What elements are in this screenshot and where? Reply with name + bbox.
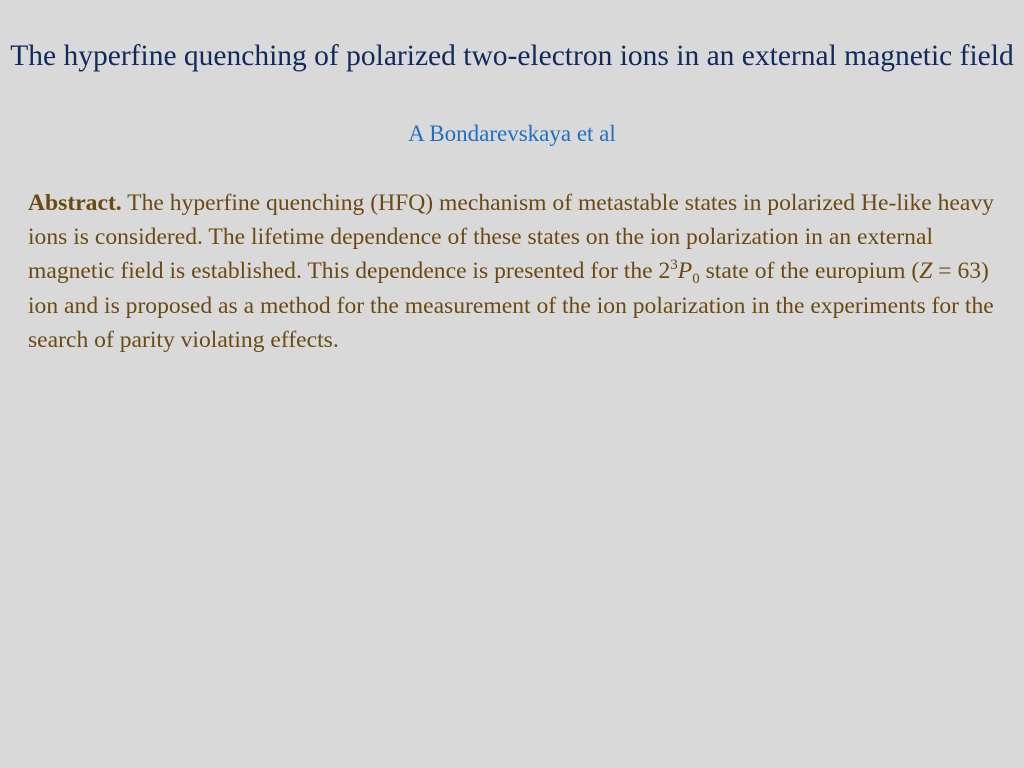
authors-line: A Bondarevskaya et al (408, 121, 616, 146)
z-symbol: Z (919, 258, 933, 285)
term-superscript: 3 (670, 257, 678, 274)
term-symbol: P (677, 258, 693, 285)
slide-title: The hyperfine quenching of polarized two-electron ions in an external magnetic field (10, 40, 1014, 72)
term-subscript: 0 (692, 271, 700, 288)
abstract-paragraph (28, 186, 1003, 357)
abstract-text-part3: ion and is proposed as a method for the measurement of the ion polarization in the experiments for the search of parity violating effects. (28, 292, 994, 353)
abstract-text-part2: state of the europium ( (699, 258, 920, 285)
abstract-text-part1: The hyperfine quenching (HFQ) mechanism of metastable states in polarized He-like heavy ions is considered. The lifetime dependence of these states on the ion polarization in an external magnetic field is established. This dependence is presented for the (28, 190, 994, 285)
z-value: = 63) (932, 258, 989, 285)
abstract-label: Abstract. (28, 190, 122, 216)
term-prefix: 2 (658, 258, 671, 285)
